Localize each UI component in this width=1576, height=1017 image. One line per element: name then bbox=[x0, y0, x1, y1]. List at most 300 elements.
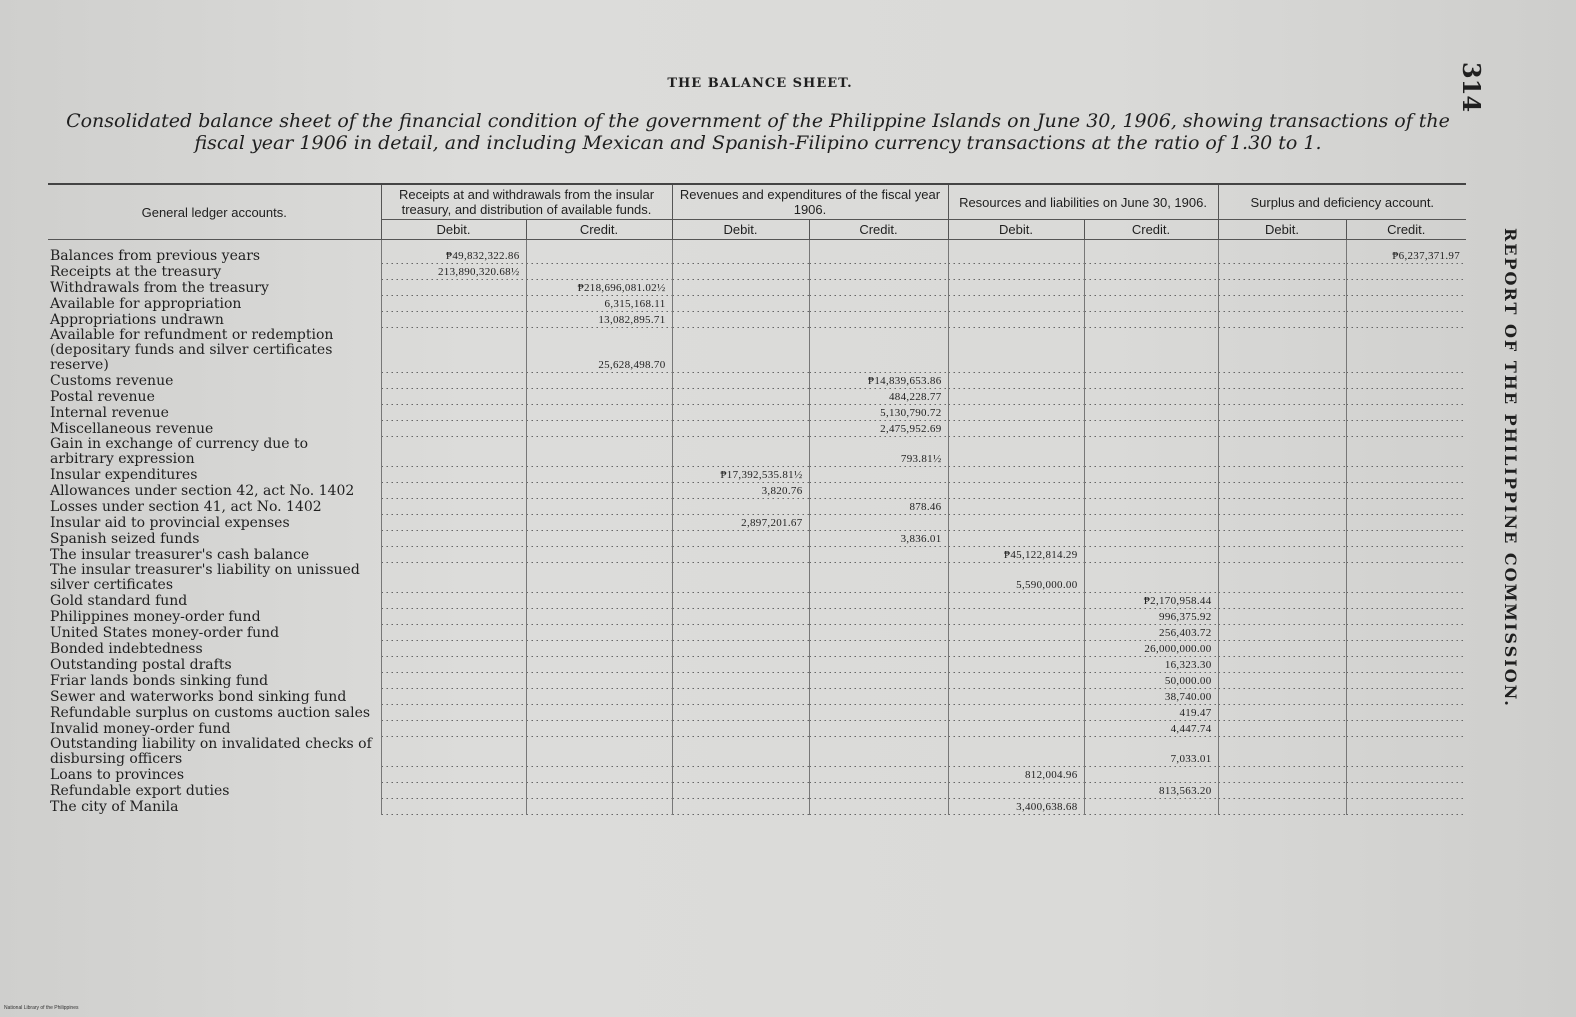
amount-cell bbox=[381, 609, 526, 625]
header-group-receipts: Receipts at and withdrawals from the insular treasury, and distribution of available funds. bbox=[381, 184, 672, 220]
amount-cell bbox=[381, 499, 526, 515]
amount-cell bbox=[809, 264, 948, 280]
account-label: Invalid money-order fund bbox=[50, 721, 231, 737]
amount-cell bbox=[672, 705, 809, 721]
table-row bbox=[48, 312, 1466, 328]
account-label: United States money-order fund bbox=[50, 625, 280, 641]
header-debit: Debit. bbox=[948, 220, 1084, 240]
amount-cell bbox=[948, 264, 1084, 280]
amount-cell: ₱49,832,322.86 bbox=[381, 248, 526, 264]
amount-cell: 996,375.92 bbox=[1084, 609, 1218, 625]
amount-cell bbox=[1218, 563, 1346, 593]
amount-cell bbox=[948, 515, 1084, 531]
amount-cell bbox=[1218, 799, 1346, 815]
header-group-resources: Resources and liabilities on June 30, 1906. bbox=[948, 184, 1218, 220]
amount-cell bbox=[526, 547, 672, 563]
amount-cell bbox=[381, 625, 526, 641]
table-row bbox=[48, 705, 1466, 721]
amount-cell bbox=[809, 721, 948, 737]
amount-cell bbox=[809, 673, 948, 689]
amount-cell bbox=[526, 405, 672, 421]
amount-cell bbox=[672, 312, 809, 328]
amount-cell: 25,628,498.70 bbox=[526, 328, 672, 373]
page-number-text: 314 bbox=[1457, 62, 1486, 113]
amount-cell bbox=[672, 563, 809, 593]
amount-cell: 812,004.96 bbox=[948, 767, 1084, 783]
amount-cell bbox=[672, 499, 809, 515]
amount-cell bbox=[1346, 467, 1466, 483]
amount-cell bbox=[1218, 547, 1346, 563]
amount-cell bbox=[381, 563, 526, 593]
amount-cell bbox=[1346, 737, 1466, 767]
account-label: Insular expenditures bbox=[50, 467, 198, 483]
amount-cell bbox=[948, 673, 1084, 689]
amount-cell bbox=[1084, 563, 1218, 593]
amount-cell bbox=[526, 705, 672, 721]
amount-cell bbox=[948, 437, 1084, 467]
amount-cell bbox=[381, 767, 526, 783]
table-row bbox=[48, 783, 1466, 799]
amount-cell bbox=[1084, 389, 1218, 405]
amount-cell bbox=[381, 593, 526, 609]
account-label: Balances from previous years bbox=[50, 248, 261, 264]
page-number bbox=[1457, 62, 1486, 112]
amount-cell: 3,836.01 bbox=[809, 531, 948, 547]
amount-cell bbox=[526, 767, 672, 783]
amount-cell bbox=[672, 547, 809, 563]
amount-cell bbox=[809, 609, 948, 625]
amount-cell bbox=[526, 373, 672, 389]
spacer-cell bbox=[672, 240, 809, 249]
amount-cell bbox=[1346, 405, 1466, 421]
amount-cell bbox=[948, 499, 1084, 515]
amount-cell bbox=[1218, 437, 1346, 467]
amount-cell bbox=[1218, 531, 1346, 547]
amount-cell bbox=[672, 593, 809, 609]
account-label: Sewer and waterworks bond sinking fund bbox=[50, 689, 347, 705]
amount-cell bbox=[1084, 328, 1218, 373]
amount-cell bbox=[948, 609, 1084, 625]
account-label: Refundable export duties bbox=[50, 783, 230, 799]
account-label: Postal revenue bbox=[50, 389, 155, 405]
account-label: Refundable surplus on customs auction sales bbox=[50, 705, 371, 721]
account-label: Loans to provinces bbox=[50, 767, 185, 783]
amount-cell bbox=[1346, 673, 1466, 689]
amount-cell: 7,033.01 bbox=[1084, 737, 1218, 767]
amount-cell bbox=[672, 721, 809, 737]
amount-cell bbox=[809, 799, 948, 815]
spacer-cell bbox=[381, 240, 526, 249]
amount-cell bbox=[1346, 515, 1466, 531]
amount-cell bbox=[1084, 531, 1218, 547]
account-label: Miscellaneous revenue bbox=[50, 421, 214, 437]
account-label: Bonded indebtedness bbox=[50, 641, 203, 657]
amount-cell bbox=[1084, 312, 1218, 328]
spacer-cell bbox=[948, 240, 1084, 249]
amount-cell: 878.46 bbox=[809, 499, 948, 515]
header-credit: Credit. bbox=[1084, 220, 1218, 240]
amount-cell bbox=[1084, 483, 1218, 499]
amount-cell bbox=[1218, 705, 1346, 721]
account-label: Losses under section 41, act No. 1402 bbox=[50, 499, 322, 515]
amount-cell: ₱17,392,535.81½ bbox=[672, 467, 809, 483]
amount-cell bbox=[672, 437, 809, 467]
table-row bbox=[48, 641, 1466, 657]
amount-cell bbox=[809, 767, 948, 783]
amount-cell: 13,082,895.71 bbox=[526, 312, 672, 328]
amount-cell bbox=[948, 657, 1084, 673]
table-spacer bbox=[48, 240, 1466, 249]
amount-cell bbox=[1084, 467, 1218, 483]
account-label: Available for refundment or redemption (depositary funds and silver certificates reserve) bbox=[50, 328, 334, 373]
amount-cell bbox=[809, 625, 948, 641]
amount-cell bbox=[526, 264, 672, 280]
amount-cell bbox=[1346, 705, 1466, 721]
table-row bbox=[48, 593, 1466, 609]
amount-cell bbox=[1346, 641, 1466, 657]
spacer-cell bbox=[526, 240, 672, 249]
amount-cell bbox=[1084, 373, 1218, 389]
account-label: Appropriations undrawn bbox=[50, 312, 224, 328]
amount-cell bbox=[948, 783, 1084, 799]
amount-cell bbox=[526, 625, 672, 641]
amount-cell bbox=[1084, 296, 1218, 312]
amount-cell bbox=[1218, 721, 1346, 737]
amount-cell bbox=[1346, 437, 1466, 467]
amount-cell bbox=[672, 405, 809, 421]
amount-cell bbox=[809, 328, 948, 373]
table-row bbox=[48, 483, 1466, 499]
spacer-cell bbox=[1218, 240, 1346, 249]
table-body bbox=[48, 240, 1466, 816]
amount-cell: ₱6,237,371.97 bbox=[1346, 248, 1466, 264]
amount-cell bbox=[381, 657, 526, 673]
amount-cell bbox=[526, 421, 672, 437]
amount-cell bbox=[1218, 421, 1346, 437]
header-credit: Credit. bbox=[526, 220, 672, 240]
amount-cell bbox=[1218, 593, 1346, 609]
amount-cell bbox=[381, 689, 526, 705]
amount-cell bbox=[672, 296, 809, 312]
account-label: Internal revenue bbox=[50, 405, 169, 421]
header-credit: Credit. bbox=[1346, 220, 1466, 240]
amount-cell bbox=[526, 673, 672, 689]
amount-cell bbox=[1346, 657, 1466, 673]
amount-cell bbox=[381, 641, 526, 657]
table-row bbox=[48, 264, 1466, 280]
spacer-cell bbox=[48, 240, 381, 249]
header-debit: Debit. bbox=[672, 220, 809, 240]
table-row bbox=[48, 515, 1466, 531]
amount-cell bbox=[1218, 625, 1346, 641]
amount-cell bbox=[1218, 296, 1346, 312]
account-label: Allowances under section 42, act No. 1402 bbox=[50, 483, 355, 499]
table-header-row bbox=[48, 184, 1466, 220]
amount-cell bbox=[1084, 280, 1218, 296]
amount-cell bbox=[526, 515, 672, 531]
table-row bbox=[48, 499, 1466, 515]
header-group-surplus: Surplus and deficiency account. bbox=[1218, 184, 1466, 220]
account-label: The insular treasurer's liability on unissued silver certificates bbox=[50, 563, 360, 593]
amount-cell bbox=[381, 547, 526, 563]
balance-sheet-table bbox=[48, 183, 1466, 815]
amount-cell bbox=[1084, 437, 1218, 467]
account-label: Withdrawals from the treasury bbox=[50, 280, 269, 296]
amount-cell bbox=[672, 248, 809, 264]
amount-cell bbox=[672, 657, 809, 673]
amount-cell bbox=[1218, 673, 1346, 689]
amount-cell bbox=[1218, 389, 1346, 405]
amount-cell bbox=[1084, 248, 1218, 264]
amount-cell bbox=[809, 296, 948, 312]
amount-cell bbox=[809, 280, 948, 296]
table-row bbox=[48, 328, 1466, 373]
amount-cell bbox=[1218, 609, 1346, 625]
amount-cell: 5,130,790.72 bbox=[809, 405, 948, 421]
amount-cell bbox=[809, 593, 948, 609]
amount-cell bbox=[1084, 799, 1218, 815]
amount-cell bbox=[1346, 328, 1466, 373]
amount-cell bbox=[1218, 312, 1346, 328]
amount-cell bbox=[672, 767, 809, 783]
account-label: Available for appropriation bbox=[50, 296, 242, 312]
amount-cell bbox=[526, 721, 672, 737]
amount-cell bbox=[526, 483, 672, 499]
amount-cell bbox=[672, 531, 809, 547]
account-label: Friar lands bonds sinking fund bbox=[50, 673, 269, 689]
running-header: REPORT OF THE PHILIPPINE COMMISSION. bbox=[1501, 228, 1520, 708]
amount-cell bbox=[381, 312, 526, 328]
account-label: Gold standard fund bbox=[50, 593, 188, 609]
table-row bbox=[48, 657, 1466, 673]
amount-cell bbox=[672, 783, 809, 799]
table-row bbox=[48, 296, 1466, 312]
amount-cell bbox=[809, 783, 948, 799]
amount-cell bbox=[948, 721, 1084, 737]
amount-cell bbox=[809, 515, 948, 531]
amount-cell bbox=[381, 483, 526, 499]
amount-cell bbox=[526, 799, 672, 815]
table-row bbox=[48, 248, 1466, 264]
amount-cell bbox=[1346, 689, 1466, 705]
amount-cell bbox=[381, 515, 526, 531]
amount-cell bbox=[672, 737, 809, 767]
amount-cell: 484,228.77 bbox=[809, 389, 948, 405]
account-label: Spanish seized funds bbox=[50, 531, 200, 547]
amount-cell bbox=[948, 483, 1084, 499]
amount-cell bbox=[672, 264, 809, 280]
page-title: THE BALANCE SHEET. bbox=[667, 76, 853, 91]
amount-cell bbox=[526, 689, 672, 705]
amount-cell bbox=[948, 625, 1084, 641]
page-subtitle: Consolidated balance sheet of the financial condition of the government of the Philippine Islands on June 30, 1906, showing transactions of the fiscal year 1906 in detail, and including Mexican and Spanish-Filipino currency transactions at the ratio of 1.30 to 1. bbox=[66, 110, 1450, 154]
amount-cell bbox=[526, 783, 672, 799]
header-debit: Debit. bbox=[1218, 220, 1346, 240]
amount-cell bbox=[526, 531, 672, 547]
amount-cell bbox=[1218, 483, 1346, 499]
amount-cell bbox=[381, 437, 526, 467]
amount-cell bbox=[1218, 405, 1346, 421]
account-label: Outstanding postal drafts bbox=[50, 657, 232, 673]
amount-cell bbox=[948, 421, 1084, 437]
account-label: Customs revenue bbox=[50, 373, 174, 389]
amount-cell bbox=[526, 593, 672, 609]
account-label: Receipts at the treasury bbox=[50, 264, 222, 280]
amount-cell bbox=[1218, 467, 1346, 483]
amount-cell bbox=[672, 280, 809, 296]
spacer-cell bbox=[1346, 240, 1466, 249]
scan-footer: National Library of the Philippines bbox=[4, 1005, 79, 1011]
amount-cell bbox=[1346, 721, 1466, 737]
amount-cell bbox=[672, 328, 809, 373]
amount-cell bbox=[1346, 296, 1466, 312]
amount-cell bbox=[526, 563, 672, 593]
amount-cell bbox=[1346, 563, 1466, 593]
amount-cell bbox=[1084, 547, 1218, 563]
amount-cell: 26,000,000.00 bbox=[1084, 641, 1218, 657]
table-row bbox=[48, 625, 1466, 641]
table-row bbox=[48, 689, 1466, 705]
amount-cell bbox=[948, 705, 1084, 721]
amount-cell bbox=[1346, 421, 1466, 437]
table-row bbox=[48, 280, 1466, 296]
amount-cell bbox=[1218, 328, 1346, 373]
account-label: Philippines money-order fund bbox=[50, 609, 261, 625]
amount-cell bbox=[381, 721, 526, 737]
amount-cell bbox=[1218, 264, 1346, 280]
amount-cell bbox=[381, 705, 526, 721]
amount-cell bbox=[1346, 799, 1466, 815]
amount-cell bbox=[948, 280, 1084, 296]
amount-cell bbox=[1084, 405, 1218, 421]
amount-cell bbox=[526, 609, 672, 625]
amount-cell bbox=[381, 673, 526, 689]
amount-cell bbox=[1346, 625, 1466, 641]
amount-cell bbox=[1346, 767, 1466, 783]
amount-cell bbox=[1084, 264, 1218, 280]
amount-cell bbox=[948, 467, 1084, 483]
amount-cell bbox=[381, 296, 526, 312]
amount-cell bbox=[948, 641, 1084, 657]
amount-cell bbox=[948, 737, 1084, 767]
amount-cell bbox=[809, 705, 948, 721]
amount-cell: 4,447.74 bbox=[1084, 721, 1218, 737]
amount-cell bbox=[672, 625, 809, 641]
amount-cell bbox=[381, 373, 526, 389]
table-row bbox=[48, 389, 1466, 405]
amount-cell bbox=[809, 563, 948, 593]
amount-cell bbox=[381, 328, 526, 373]
amount-cell bbox=[809, 248, 948, 264]
amount-cell bbox=[1218, 248, 1346, 264]
amount-cell bbox=[948, 373, 1084, 389]
header-group-revenues: Revenues and expenditures of the fiscal year 1906. bbox=[672, 184, 948, 220]
amount-cell bbox=[948, 296, 1084, 312]
amount-cell bbox=[809, 312, 948, 328]
table-row bbox=[48, 737, 1466, 767]
amount-cell: 3,820.76 bbox=[672, 483, 809, 499]
amount-cell bbox=[672, 373, 809, 389]
amount-cell bbox=[1346, 312, 1466, 328]
amount-cell bbox=[1084, 421, 1218, 437]
header-general-ledger: General ledger accounts. bbox=[48, 184, 381, 240]
header-credit: Credit. bbox=[809, 220, 948, 240]
amount-cell bbox=[1218, 641, 1346, 657]
amount-cell bbox=[809, 689, 948, 705]
amount-cell: 213,890,320.68½ bbox=[381, 264, 526, 280]
header-debit: Debit. bbox=[381, 220, 526, 240]
amount-cell bbox=[1346, 547, 1466, 563]
amount-cell bbox=[809, 641, 948, 657]
amount-cell: 5,590,000.00 bbox=[948, 563, 1084, 593]
amount-cell: 2,897,201.67 bbox=[672, 515, 809, 531]
spacer-cell bbox=[809, 240, 948, 249]
amount-cell bbox=[1084, 499, 1218, 515]
amount-cell: 3,400,638.68 bbox=[948, 799, 1084, 815]
account-label: Gain in exchange of currency due to arbitrary expression bbox=[50, 437, 309, 467]
amount-cell bbox=[381, 405, 526, 421]
amount-cell bbox=[1084, 515, 1218, 531]
amount-cell bbox=[1218, 515, 1346, 531]
amount-cell: ₱218,696,081.02½ bbox=[526, 280, 672, 296]
amount-cell bbox=[381, 467, 526, 483]
amount-cell bbox=[948, 389, 1084, 405]
account-label: The city of Manila bbox=[50, 799, 179, 815]
amount-cell bbox=[381, 389, 526, 405]
amount-cell bbox=[672, 641, 809, 657]
amount-cell bbox=[526, 737, 672, 767]
table-row bbox=[48, 531, 1466, 547]
amount-cell bbox=[1218, 783, 1346, 799]
table-row bbox=[48, 373, 1466, 389]
amount-cell bbox=[526, 467, 672, 483]
amount-cell bbox=[1346, 593, 1466, 609]
table-row bbox=[48, 799, 1466, 815]
amount-cell bbox=[526, 389, 672, 405]
account-label: Insular aid to provincial expenses bbox=[50, 515, 290, 531]
amount-cell bbox=[809, 657, 948, 673]
amount-cell bbox=[1084, 767, 1218, 783]
amount-cell bbox=[381, 280, 526, 296]
amount-cell bbox=[1346, 499, 1466, 515]
table-row bbox=[48, 721, 1466, 737]
amount-cell bbox=[526, 499, 672, 515]
amount-cell bbox=[526, 641, 672, 657]
amount-cell bbox=[1346, 389, 1466, 405]
amount-cell bbox=[672, 389, 809, 405]
table-row bbox=[48, 547, 1466, 563]
table-row bbox=[48, 767, 1466, 783]
amount-cell bbox=[1346, 531, 1466, 547]
amount-cell: 419.47 bbox=[1084, 705, 1218, 721]
amount-cell bbox=[948, 248, 1084, 264]
table-row bbox=[48, 673, 1466, 689]
amount-cell bbox=[1346, 373, 1466, 389]
amount-cell bbox=[381, 799, 526, 815]
amount-cell bbox=[1218, 280, 1346, 296]
amount-cell: 16,323.30 bbox=[1084, 657, 1218, 673]
amount-cell bbox=[809, 737, 948, 767]
amount-cell bbox=[672, 609, 809, 625]
table-row bbox=[48, 421, 1466, 437]
amount-cell bbox=[381, 531, 526, 547]
amount-cell bbox=[672, 673, 809, 689]
account-label: The insular treasurer's cash balance bbox=[50, 547, 310, 563]
amount-cell bbox=[1346, 264, 1466, 280]
amount-cell bbox=[809, 547, 948, 563]
amount-cell bbox=[526, 248, 672, 264]
amount-cell bbox=[672, 799, 809, 815]
